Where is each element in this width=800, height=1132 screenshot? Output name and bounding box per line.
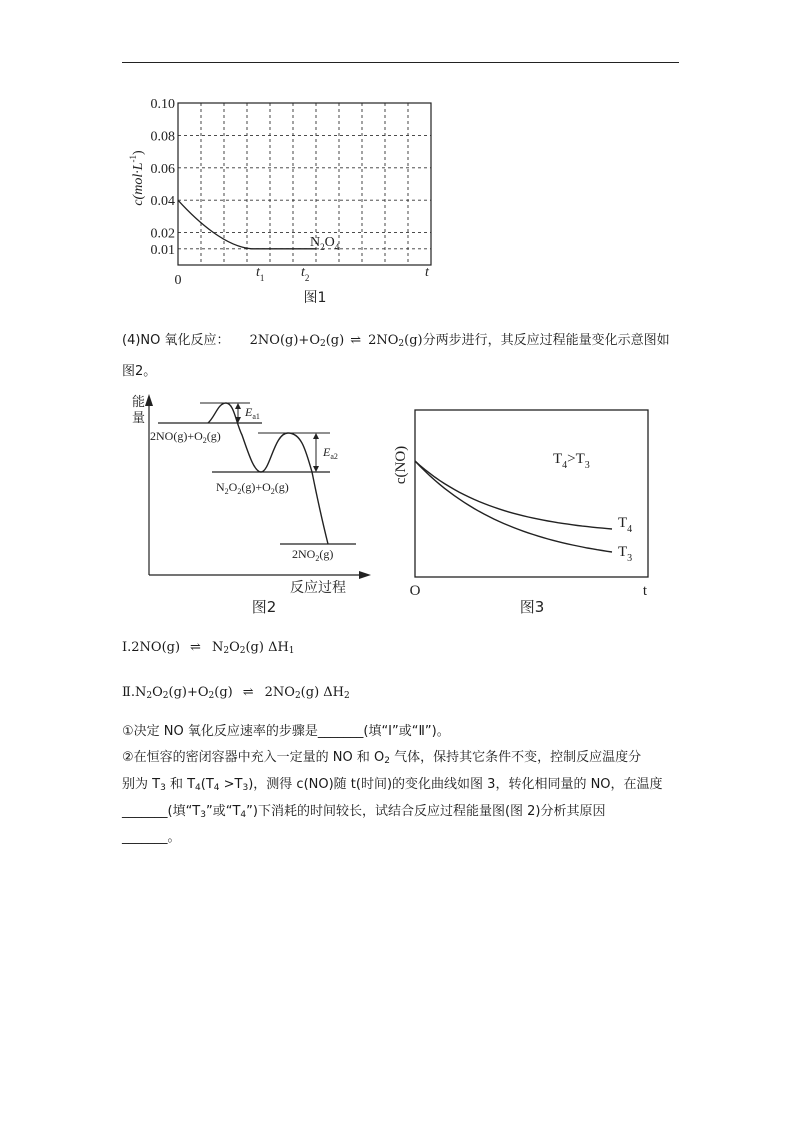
fig1-y-tick-label: 0.08: [150, 129, 175, 145]
fig1-y-tick-label: 0.02: [150, 226, 175, 242]
figure-1-chart: [120, 88, 450, 308]
fig2-reaction-profile: [208, 403, 328, 544]
q4-equation: $2NO(g)+O_2(g)$ ⇌ $2NO_2(g)$: [249, 333, 423, 349]
fig1-caption: 图1: [303, 290, 327, 306]
fig2-ea2-label: $E_{a2}$: [323, 445, 338, 461]
fig3-relation-label: $T_4>T_3$: [553, 451, 590, 471]
question-2-line-4: _______。: [122, 830, 181, 845]
q4-intro-line2: 图2。: [122, 364, 157, 379]
fig1-y-tick-label: 0.10: [150, 97, 175, 112]
fig3-x-origin: O: [409, 583, 421, 599]
question-2-line-3: _______(填“$T_3$”或“$T_4$”)下消耗的时间较长，试结合反应过程能量图(图 2)分析其原因: [122, 804, 606, 820]
fig3-frame: [415, 410, 648, 577]
fig3-curve-t3: [415, 461, 612, 552]
fig3-x-label: t: [642, 583, 648, 599]
question-2-line-2: 别为 $T_3$ 和 $T_4(T_4 >T_3)$，测得 c(NO)随 t(时间)的变化曲线如图 3，转化相同量的 NO，在温度: [122, 777, 663, 793]
fig3-y-label: c(NO): [393, 445, 409, 485]
fig2-caption: 图2: [251, 598, 277, 616]
fig2-ea1-arrowhead-up: [235, 403, 241, 409]
fig2-ea1-label: $E_{a1}$: [245, 405, 260, 421]
fig1-y-tick-label: 0.04: [150, 194, 175, 210]
question-2-line-1: ②在恒容的密闭容器中充入一定量的 NO 和 $O_2$ 气体，保持其它条件不变，控制反应温度分: [122, 750, 642, 766]
header-rule: [122, 62, 679, 63]
fig2-level3-label: $2NO_2(g)$: [292, 547, 334, 563]
fig3-curve-t4: [415, 461, 612, 529]
fig2-y-arrow: [145, 394, 153, 406]
figure-2-energy-diagram: [120, 392, 380, 620]
fig2-y-label-2: 量: [132, 411, 146, 426]
fig2-level1-label: $2NO(g)+O_2(g)$: [150, 429, 221, 445]
fig1-frame: [178, 103, 431, 265]
fig1-y-tick-label: 0.06: [150, 161, 175, 177]
fig2-y-label-1: 能: [132, 395, 146, 410]
fig1-grid: [178, 103, 431, 265]
fig3-t3-label: $T_3$: [618, 544, 633, 564]
figure-3-chart: [390, 405, 670, 620]
step-2-equation: $Ⅱ.N_2O_2(g)+O_2(g)$ ⇌ $2NO_2(g)$ $\Delta H_2$: [122, 685, 350, 701]
step-1-equation: Ⅰ.2NO(g) ⇌ $N_2O_2(g)$ $\Delta H_1$: [122, 640, 295, 656]
fig1-x-label: t: [425, 265, 429, 280]
fig1-y-tick-label: 0.01: [150, 242, 175, 258]
fig1-x-t1: $t_1$: [256, 265, 265, 283]
q4-suffix: 分两步进行，其反应过程能量变化示意图如: [422, 333, 670, 348]
fig2-ea2-arrowhead-down: [313, 466, 319, 472]
fig3-caption: 图3: [519, 598, 545, 616]
fig1-y-label: $c(mol\cdot L^{-1})$: [128, 150, 146, 206]
question-1: ①决定 NO 氧化反应速率的步骤是_______(填“Ⅰ”或“Ⅱ”)。: [122, 724, 450, 739]
fig1-x-t2: $t_2$: [301, 265, 310, 283]
q4-intro: [122, 329, 670, 348]
fig3-t4-label: $T_4$: [618, 515, 633, 535]
fig1-curve-label: $N_2O_4$: [310, 235, 340, 252]
fig1-x-origin: 0: [174, 273, 182, 288]
fig2-x-arrow: [359, 571, 371, 579]
fig2-ea2-arrowhead-up: [313, 433, 319, 439]
fig1-y-ticks: [151, 97, 176, 258]
fig2-x-label: 反应过程: [290, 580, 346, 596]
q4-prefix: (4)NO 氧化反应：: [122, 333, 230, 348]
fig2-level2-label: $N_2O_2(g)+O_2(g)$: [216, 480, 289, 496]
